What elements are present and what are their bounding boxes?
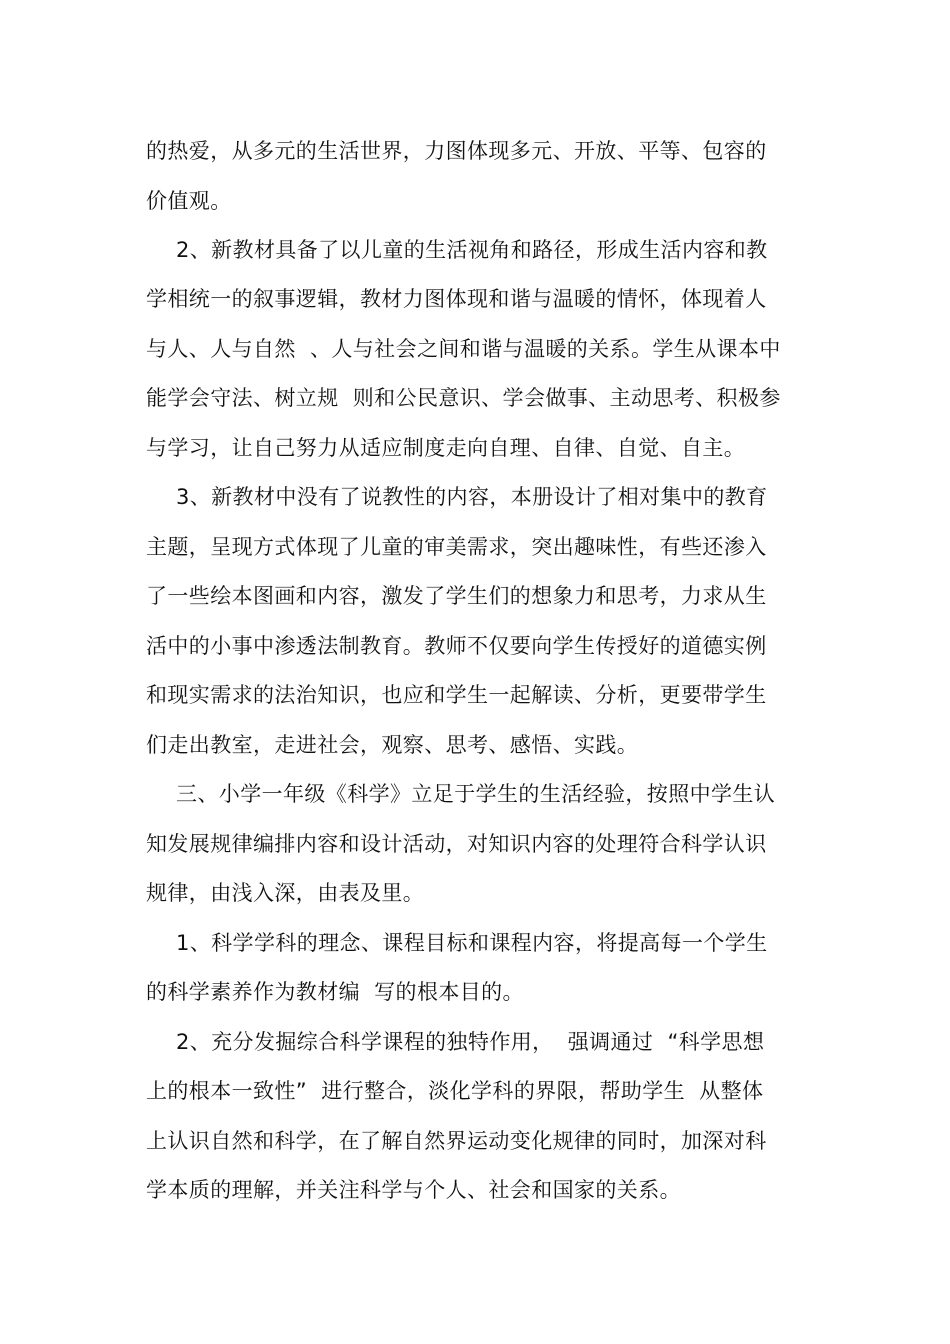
text-line: 的科学素养作为教材编 写的根本目的。 (146, 980, 524, 1004)
text-line: 的热爱，从多元的生活世界，力图体现多元、开放、平等、包容的 (146, 139, 767, 163)
text-line: 上认识自然和科学，在了解自然界运动变化规律的同时，加深对科 (146, 1129, 767, 1153)
text-line: 3、新教材中没有了说教性的内容，本册设计了相对集中的教育 (176, 485, 768, 509)
text-line: 们走出教室，走进社会，观察、思考、感悟、实践。 (146, 733, 639, 757)
text-line: 学相统一的叙事逻辑，教材力图体现和谐与温暖的情怀，体现着人 (146, 287, 767, 311)
text-line: 主题，呈现方式体现了儿童的审美需求，突出趣味性，有些还渗入 (146, 535, 767, 559)
text-line: 能学会守法、树立规 则和公民意识、学会做事、主动思考、积极参 (146, 386, 781, 410)
text-line: 学本质的理解，并关注科学与个人、社会和国家的关系。 (146, 1178, 681, 1202)
text-line: 2、充分发掘综合科学课程的独特作用， 强调通过 “科学思想 (176, 1030, 765, 1054)
text-line: 活中的小事中渗透法制教育。教师不仅要向学生传授好的道德实例 (146, 634, 767, 658)
text-line: 与学习，让自己努力从适应制度走向自理、自律、自觉、自主。 (146, 436, 746, 460)
text-line: 规律，由浅入深，由表及里。 (146, 881, 425, 905)
text-line: 上的根本一致性” 进行整合，淡化学科的界限，帮助学生 从整体 (146, 1079, 764, 1103)
text-line: 三、小学一年级《科学》立足于学生的生活经验，按照中学生认 (176, 782, 776, 806)
text-line: 价值观。 (146, 189, 232, 213)
text-line: 知发展规律编排内容和设计活动，对知识内容的处理符合科学认识 (146, 832, 767, 856)
text-line: 2、新教材具备了以儿童的生活视角和路径，形成生活内容和教 (176, 238, 768, 262)
text-line: 与人、人与自然 、人与社会之间和谐与温暖的关系。学生从课本中 (146, 337, 781, 361)
text-line: 和现实需求的法治知识，也应和学生一起解读、分析，更要带学生 (146, 683, 767, 707)
text-line: 1、科学学科的理念、课程目标和课程内容，将提高每一个学生 (176, 931, 768, 955)
text-line: 了一些绘本图画和内容，激发了学生们的想象力和思考，力求从生 (146, 584, 767, 608)
